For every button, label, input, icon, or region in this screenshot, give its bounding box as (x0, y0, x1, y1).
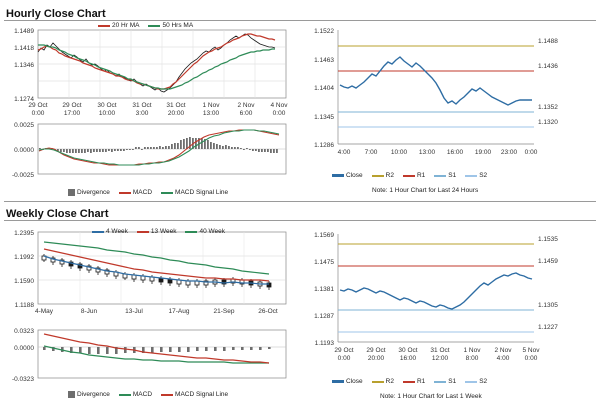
svg-text:1.1418: 1.1418 (14, 45, 34, 52)
hourly-macd-chart[interactable] (4, 118, 296, 196)
weekly-pivot-y-ticks (314, 232, 334, 347)
svg-text:0.0025: 0.0025 (14, 122, 34, 129)
svg-text:1.1459: 1.1459 (538, 258, 558, 265)
line-swatch-icon (372, 381, 384, 383)
line-swatch-icon (372, 175, 384, 177)
line-swatch-icon (137, 231, 149, 233)
bar-swatch-icon (68, 391, 75, 398)
svg-text:29 Oct: 29 Oct (62, 102, 82, 109)
svg-text:30 Oct: 30 Oct (97, 102, 117, 109)
line-swatch-icon (403, 381, 415, 383)
svg-text:1.1463: 1.1463 (314, 57, 334, 64)
svg-text:26-Oct: 26-Oct (258, 308, 278, 315)
line-swatch-icon (161, 192, 173, 194)
line-swatch-icon (434, 381, 446, 383)
svg-text:1.1436: 1.1436 (538, 63, 558, 70)
legend-item-close: Close (332, 378, 363, 385)
weekly-pivot-axes (338, 234, 534, 342)
legend-item-r1: R1 (403, 378, 425, 385)
legend-item-s2: S2 (465, 172, 487, 179)
line-swatch-icon (185, 231, 197, 233)
svg-text:0.0000: 0.0000 (14, 147, 34, 154)
svg-text:1.1569: 1.1569 (314, 232, 334, 239)
svg-text:3:00: 3:00 (135, 110, 149, 117)
pivot-close-series (340, 57, 532, 105)
pivot-level-s2 (338, 119, 558, 127)
bar-swatch-icon (68, 189, 75, 196)
weekly-pivot-chart[interactable] (300, 226, 596, 376)
svg-text:0:00: 0:00 (31, 110, 45, 117)
svg-text:0:00: 0:00 (337, 355, 351, 362)
svg-text:1.2395: 1.2395 (14, 230, 34, 237)
weekly-macd-legend (68, 391, 234, 398)
weekly-pivot-level-s2 (338, 324, 558, 332)
line-swatch-icon (119, 394, 131, 396)
svg-text:4:00: 4:00 (496, 355, 510, 362)
weekly-note: Note: 1 Hour Chart for Last 1 Week (380, 393, 482, 400)
svg-text:1.1381: 1.1381 (314, 286, 334, 293)
svg-text:29 Oct: 29 Oct (366, 347, 386, 354)
svg-text:1.1193: 1.1193 (314, 340, 334, 347)
hourly-note: Note: 1 Hour Chart for Last 24 Hours (372, 187, 479, 194)
weekly-grid (38, 232, 286, 304)
svg-text:31 Oct: 31 Oct (132, 102, 152, 109)
svg-text:1.1188: 1.1188 (14, 302, 34, 309)
legend-item-divergence: Divergence (68, 189, 110, 196)
svg-text:1.1489: 1.1489 (14, 28, 34, 35)
svg-text:1.1227: 1.1227 (538, 324, 558, 331)
svg-text:23:00: 23:00 (500, 149, 518, 156)
legend-item-macd: MACD (119, 391, 152, 398)
svg-text:8-Jun: 8-Jun (80, 308, 98, 315)
weekly-pivot-legend (332, 378, 493, 385)
svg-text:30 Oct: 30 Oct (398, 347, 418, 354)
plot-grid (38, 30, 286, 98)
macd-y-ticks (12, 122, 34, 179)
svg-text:31 Oct: 31 Oct (430, 347, 450, 354)
hourly-pivot-legend (332, 172, 493, 179)
svg-text:20:00: 20:00 (367, 355, 385, 362)
legend-item-s1: S1 (434, 378, 456, 385)
svg-text:2 Nov: 2 Nov (237, 102, 255, 109)
legend-item-s1: S1 (434, 172, 456, 179)
svg-text:0.0000: 0.0000 (14, 345, 34, 352)
svg-text:17:00: 17:00 (63, 110, 81, 117)
svg-text:1.1488: 1.1488 (538, 38, 558, 45)
svg-text:1.1286: 1.1286 (314, 142, 334, 149)
line-swatch-icon (148, 25, 160, 27)
legend-item-r1: R1 (403, 172, 425, 179)
pivot-level-s1 (338, 104, 558, 112)
svg-text:12:00: 12:00 (431, 355, 449, 362)
legend-item-13week: 13 Week (137, 228, 177, 235)
legend-item-40week: 40 Week (185, 228, 225, 235)
svg-text:13-Jul: 13-Jul (125, 308, 143, 315)
svg-text:4-May: 4-May (34, 308, 54, 315)
svg-text:1 Nov: 1 Nov (202, 102, 220, 109)
svg-text:1.1274: 1.1274 (14, 96, 34, 103)
svg-text:13:00: 13:00 (418, 149, 436, 156)
legend-item-s2: S2 (465, 378, 487, 385)
weekly-pivot-close-series (340, 273, 532, 309)
svg-text:7:00: 7:00 (364, 149, 378, 156)
weekly-price-chart[interactable] (4, 222, 296, 328)
svg-text:1.1522: 1.1522 (314, 28, 334, 35)
svg-text:0:00: 0:00 (524, 355, 538, 362)
weekly-pivot-x-ticks (334, 347, 540, 362)
weekly-section-title: Weekly Close Chart (6, 208, 109, 220)
line-swatch-icon (332, 174, 344, 177)
line-swatch-icon (465, 381, 477, 383)
divider-middle (4, 201, 596, 202)
hourly-price-chart[interactable] (4, 22, 296, 122)
line-swatch-icon (161, 394, 173, 396)
svg-text:10:00: 10:00 (390, 149, 408, 156)
legend-item-macd-signal: MACD Signal Line (161, 391, 228, 398)
svg-text:1.1992: 1.1992 (14, 254, 34, 261)
svg-text:1.1535: 1.1535 (538, 236, 558, 243)
legend-item-divergence: Divergence (68, 391, 110, 398)
pivot-level-r2 (338, 38, 558, 46)
legend-item-macd-signal: MACD Signal Line (161, 189, 228, 196)
line-swatch-icon (332, 380, 344, 383)
line-swatch-icon (403, 175, 415, 177)
svg-text:6:00: 6:00 (239, 110, 253, 117)
divider-top (4, 20, 596, 21)
svg-text:-0.0323: -0.0323 (11, 376, 34, 383)
y-axis-ticks (14, 28, 34, 103)
weekly-price-legend (92, 228, 231, 235)
weekly-pivot-level-s1 (338, 302, 558, 310)
svg-text:16:00: 16:00 (446, 149, 464, 156)
svg-text:16:00: 16:00 (399, 355, 417, 362)
svg-text:-0.0025: -0.0025 (11, 172, 34, 179)
svg-text:0:00: 0:00 (272, 110, 286, 117)
svg-text:1.1305: 1.1305 (538, 302, 558, 309)
hourly-macd-legend (68, 189, 234, 196)
weekly-macd-chart[interactable] (4, 322, 296, 400)
svg-text:19:00: 19:00 (474, 149, 492, 156)
svg-text:1.1346: 1.1346 (14, 62, 34, 69)
svg-text:29 Oct: 29 Oct (334, 347, 354, 354)
svg-text:21-Sep: 21-Sep (213, 308, 235, 315)
hourly-pivot-chart[interactable] (300, 22, 596, 174)
svg-text:1.1287: 1.1287 (314, 313, 334, 320)
svg-text:1.1590: 1.1590 (14, 278, 34, 285)
legend-item-r2: R2 (372, 378, 394, 385)
svg-text:1.1320: 1.1320 (538, 119, 558, 126)
pivot-y-ticks (314, 28, 334, 149)
legend-item-close: Close (332, 172, 363, 179)
line-swatch-icon (92, 231, 104, 233)
svg-text:1.1345: 1.1345 (314, 114, 334, 121)
legend-item-ma50: 50 Hrs MA (148, 22, 193, 29)
legend-item-4week: 4 Week (92, 228, 128, 235)
svg-text:4 Nov: 4 Nov (270, 102, 288, 109)
x-axis-ticks (28, 102, 288, 117)
svg-text:8:00: 8:00 (465, 355, 479, 362)
legend-item-ma20: 20 Hr MA (98, 22, 139, 29)
svg-text:13:00: 13:00 (202, 110, 220, 117)
svg-text:1.1404: 1.1404 (314, 85, 334, 92)
svg-text:17-Aug: 17-Aug (168, 308, 190, 315)
line-swatch-icon (465, 175, 477, 177)
svg-text:1 Nov: 1 Nov (463, 347, 481, 354)
hourly-section-title: Hourly Close Chart (6, 8, 106, 20)
svg-text:2 Nov: 2 Nov (494, 347, 512, 354)
svg-text:5 Nov: 5 Nov (522, 347, 540, 354)
svg-text:0.0323: 0.0323 (14, 328, 34, 335)
svg-text:1.1475: 1.1475 (314, 259, 334, 266)
svg-text:10:00: 10:00 (98, 110, 116, 117)
line-swatch-icon (119, 192, 131, 194)
hourly-price-legend (98, 22, 199, 29)
legend-item-r2: R2 (372, 172, 394, 179)
weekly-x-ticks (35, 308, 278, 315)
line-swatch-icon (434, 175, 446, 177)
svg-text:4:00: 4:00 (337, 149, 351, 156)
pivot-level-r1 (338, 63, 558, 71)
weekly-y-ticks (14, 230, 34, 309)
divider-weekly (4, 220, 596, 221)
weekly-pivot-level-r2 (338, 236, 558, 244)
svg-text:0:00: 0:00 (524, 149, 538, 156)
svg-text:1.1352: 1.1352 (538, 104, 558, 111)
weekly-macd-y-ticks (12, 328, 34, 383)
pivot-x-ticks (338, 149, 538, 156)
weekly-pivot-level-r1 (338, 258, 558, 266)
legend-item-macd: MACD (119, 189, 152, 196)
line-swatch-icon (98, 25, 110, 27)
svg-text:31 Oct: 31 Oct (166, 102, 186, 109)
svg-text:20:00: 20:00 (167, 110, 185, 117)
svg-text:29 Oct: 29 Oct (28, 102, 48, 109)
